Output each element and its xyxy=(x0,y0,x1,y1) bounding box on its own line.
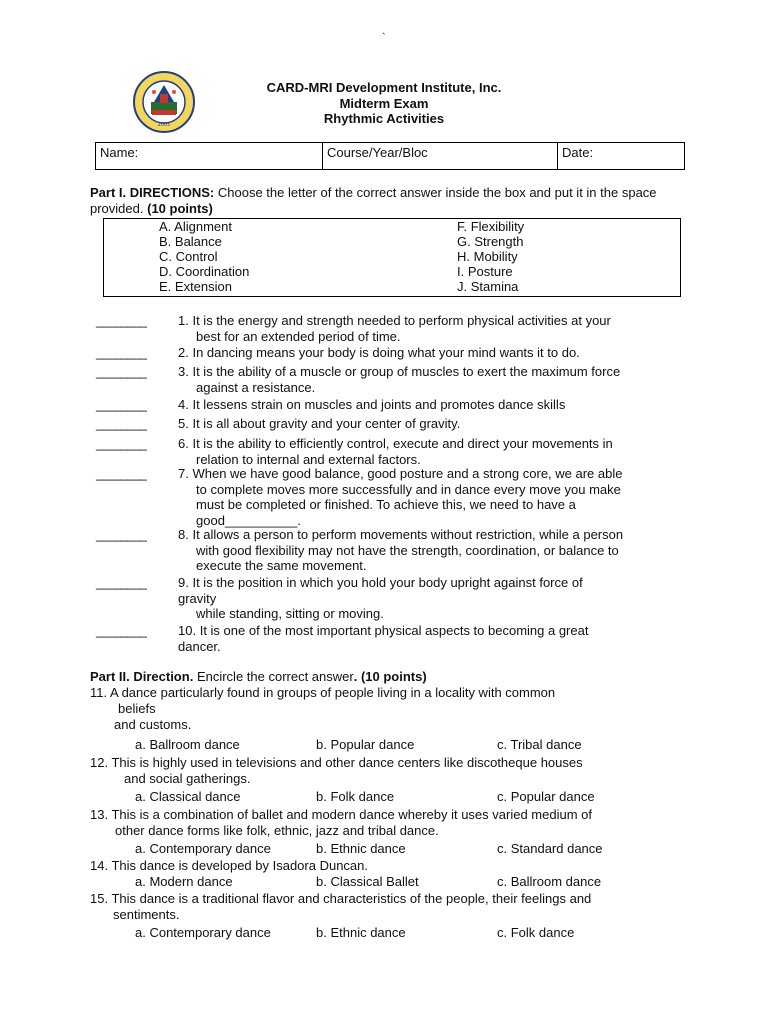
part2-points: . (10 points) xyxy=(353,669,427,684)
choice-a: A. Alignment xyxy=(159,219,232,234)
question-10: 10. It is one of the most important physical aspects to becoming a great dancer. xyxy=(178,623,589,654)
stray-mark: ` xyxy=(382,32,386,44)
question-8: 8. It allows a person to perform movements without restriction, while a person with good flexibility may not have the strength, coordination, or balance to execute the same movement. xyxy=(178,527,624,573)
answer-blank-1[interactable]: ________ xyxy=(96,313,146,328)
question-2: 2. In dancing means your body is doing what your mind wants it to do. xyxy=(178,345,580,360)
answer-blank-3[interactable]: ________ xyxy=(96,364,146,379)
question-3: 3. It is the ability of a muscle or group of muscles to exert the maximum force against a resistance. xyxy=(178,364,621,395)
option-12c[interactable]: c. Popular dance xyxy=(497,789,595,804)
part1-directions xyxy=(90,185,690,217)
answer-blank-5[interactable]: ________ xyxy=(96,416,146,431)
choice-g: G. Strength xyxy=(457,234,524,249)
part1-points: (10 points) xyxy=(147,201,213,216)
option-14b[interactable]: b. Classical Ballet xyxy=(316,874,419,889)
question-12: 12. This is highly used in televisions and other dance centers like discotheque houses and social gatherings. xyxy=(90,755,583,786)
choice-e: E. Extension xyxy=(159,279,232,294)
answer-blank-4[interactable]: ________ xyxy=(96,397,146,412)
choice-f: F. Flexibility xyxy=(457,219,525,234)
option-14a[interactable]: a. Modern dance xyxy=(135,874,233,889)
option-14c[interactable]: c. Ballroom dance xyxy=(497,874,602,889)
answer-blank-10[interactable]: ________ xyxy=(96,623,146,638)
question-7: 7. When we have good balance, good posture and a strong core, we are able to complete moves more successfully and in dance every move you make must be completed or finished. To achieve this, we need to have a good__________. xyxy=(178,466,623,528)
choice-h: H. Mobility xyxy=(457,249,518,264)
answer-blank-9[interactable]: ________ xyxy=(96,575,146,590)
svg-text:2005: 2005 xyxy=(157,122,171,128)
option-13a[interactable]: a. Contemporary dance xyxy=(135,841,271,856)
option-13b[interactable]: b. Ethnic dance xyxy=(316,841,406,856)
answer-blank-7[interactable]: ________ xyxy=(96,466,146,481)
option-15c[interactable]: c. Folk dance xyxy=(497,925,575,940)
option-11c[interactable]: c. Tribal dance xyxy=(497,737,582,752)
question-15: 15. This dance is a traditional flavor and characteristics of the people, their feelings and sentiments. xyxy=(90,891,592,922)
institute-name: CARD-MRI Development Institute, Inc. xyxy=(266,80,502,95)
name-field[interactable]: Name: xyxy=(96,143,323,169)
choice-b: B. Balance xyxy=(159,234,222,249)
option-11b[interactable]: b. Popular dance xyxy=(316,737,415,752)
answer-blank-6[interactable]: ________ xyxy=(96,436,146,451)
part2-title: Part II. Direction. xyxy=(90,669,194,684)
option-13c[interactable]: c. Standard dance xyxy=(497,841,603,856)
answer-blank-2[interactable]: ________ xyxy=(96,345,146,360)
question-6: 6. It is the ability to efficiently control, execute and direct your movements in relation to internal and external factors. xyxy=(178,436,613,467)
question-14: 14. This dance is developed by Isadora Duncan. xyxy=(90,858,368,873)
part1-directions-text: Choose the letter of the correct answer inside the box and put it in the space provided. xyxy=(90,185,657,216)
choices-right-column xyxy=(457,219,524,294)
part2-directions-text: Encircle the correct answer xyxy=(196,669,354,684)
question-1: 1. It is the energy and strength needed to perform physical activities at your best for an extended period of time. xyxy=(178,313,611,344)
exam-title: Midterm Exam xyxy=(339,96,429,111)
answer-blank-8[interactable]: ________ xyxy=(96,527,146,542)
option-12b[interactable]: b. Folk dance xyxy=(316,789,395,804)
choices-box xyxy=(103,218,681,297)
question-11: 11. A dance particularly found in groups of people living in a locality with common beliefs and customs. xyxy=(90,685,556,732)
question-9: 9. It is the position in which you hold your body upright against force of gravity while standing, sitting or moving. xyxy=(178,575,583,621)
choice-d: D. Coordination xyxy=(159,264,250,279)
date-field[interactable]: Date: xyxy=(562,145,594,160)
choice-j: J. Stamina xyxy=(457,279,519,294)
option-15a[interactable]: a. Contemporary dance xyxy=(135,925,271,940)
question-5: 5. It is all about gravity and your center of gravity. xyxy=(178,416,461,431)
question-13: 13. This is a combination of ballet and modern dance whereby it uses varied medium of other dance forms like folk, ethnic, jazz and tribal dance. xyxy=(90,807,592,838)
student-info-table xyxy=(95,142,685,170)
part2-directions xyxy=(90,669,694,685)
part1-title: Part I. DIRECTIONS: xyxy=(90,185,215,200)
option-15b[interactable]: b. Ethnic dance xyxy=(316,925,406,940)
option-11a[interactable]: a. Ballroom dance xyxy=(135,737,240,752)
subject-title: Rhythmic Activities xyxy=(323,111,445,126)
course-field[interactable]: Course/Year/Bloc xyxy=(323,143,558,169)
choice-c: C. Control xyxy=(159,249,218,264)
question-4: 4. It lessens strain on muscles and joints and promotes dance skills xyxy=(178,397,566,412)
option-12a[interactable]: a. Classical dance xyxy=(135,789,241,804)
choice-i: I. Posture xyxy=(457,264,513,279)
choices-left-column xyxy=(159,219,249,294)
